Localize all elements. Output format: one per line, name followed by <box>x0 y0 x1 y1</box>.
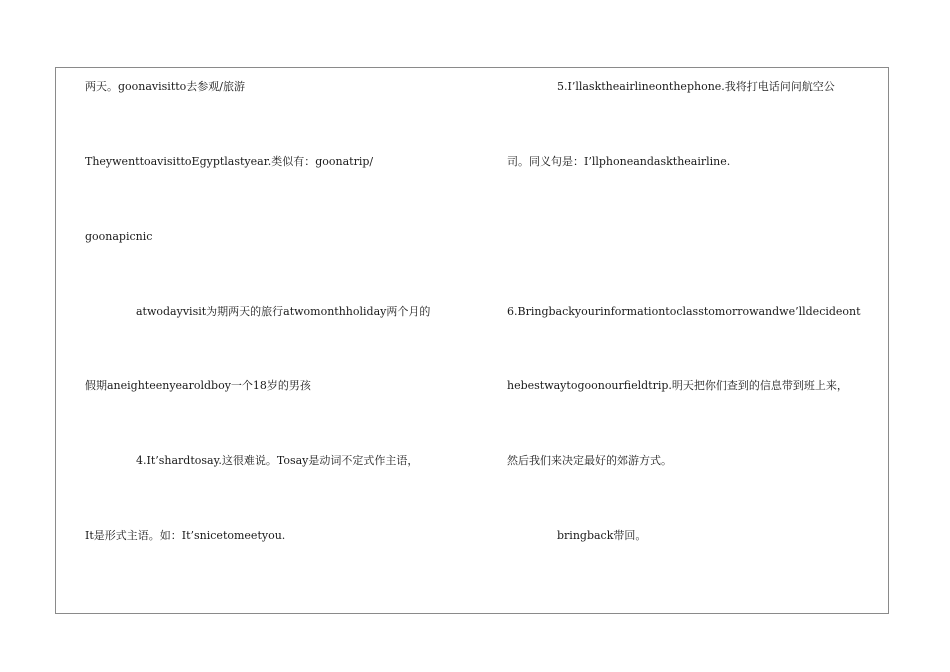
left-line-1: 两天。goonavisitto去参观/旅游 <box>85 80 245 93</box>
left-line-5: 假期aneighteenyearoldboy一个18岁的男孩 <box>85 379 311 392</box>
left-line-7: It是形式主语。如：It’snicetomeetyou. <box>85 529 286 542</box>
right-line-2: 司。同义句是：I’llphoneandasktheairline. <box>507 155 731 168</box>
right-line-1: 5.I’llasktheairlineonthephone.我将打电话问问航空公 <box>557 80 835 93</box>
left-line-3: goonapicnic <box>85 230 153 243</box>
right-line-6: bringback带回。 <box>557 529 647 542</box>
right-line-5: 然后我们来决定最好的郊游方式。 <box>507 454 672 467</box>
left-line-2: TheywenttoavisittoEgyptlastyear.类似有：goonatrip/ <box>85 155 374 168</box>
right-line-3: 6.Bringbackyourinformationtoclasstomorrowandwe’lldecideont <box>507 305 861 318</box>
left-line-6: 4.It’shardtosay.这很难说。Tosay是动词不定式作主语， <box>136 454 419 467</box>
left-line-4: atwodayvisit为期两天的旅行atwomonthholiday两个月的 <box>136 305 431 318</box>
right-line-4: hebestwaytogoonourfieldtrip.明天把你们查到的信息带到班上来， <box>507 379 848 392</box>
